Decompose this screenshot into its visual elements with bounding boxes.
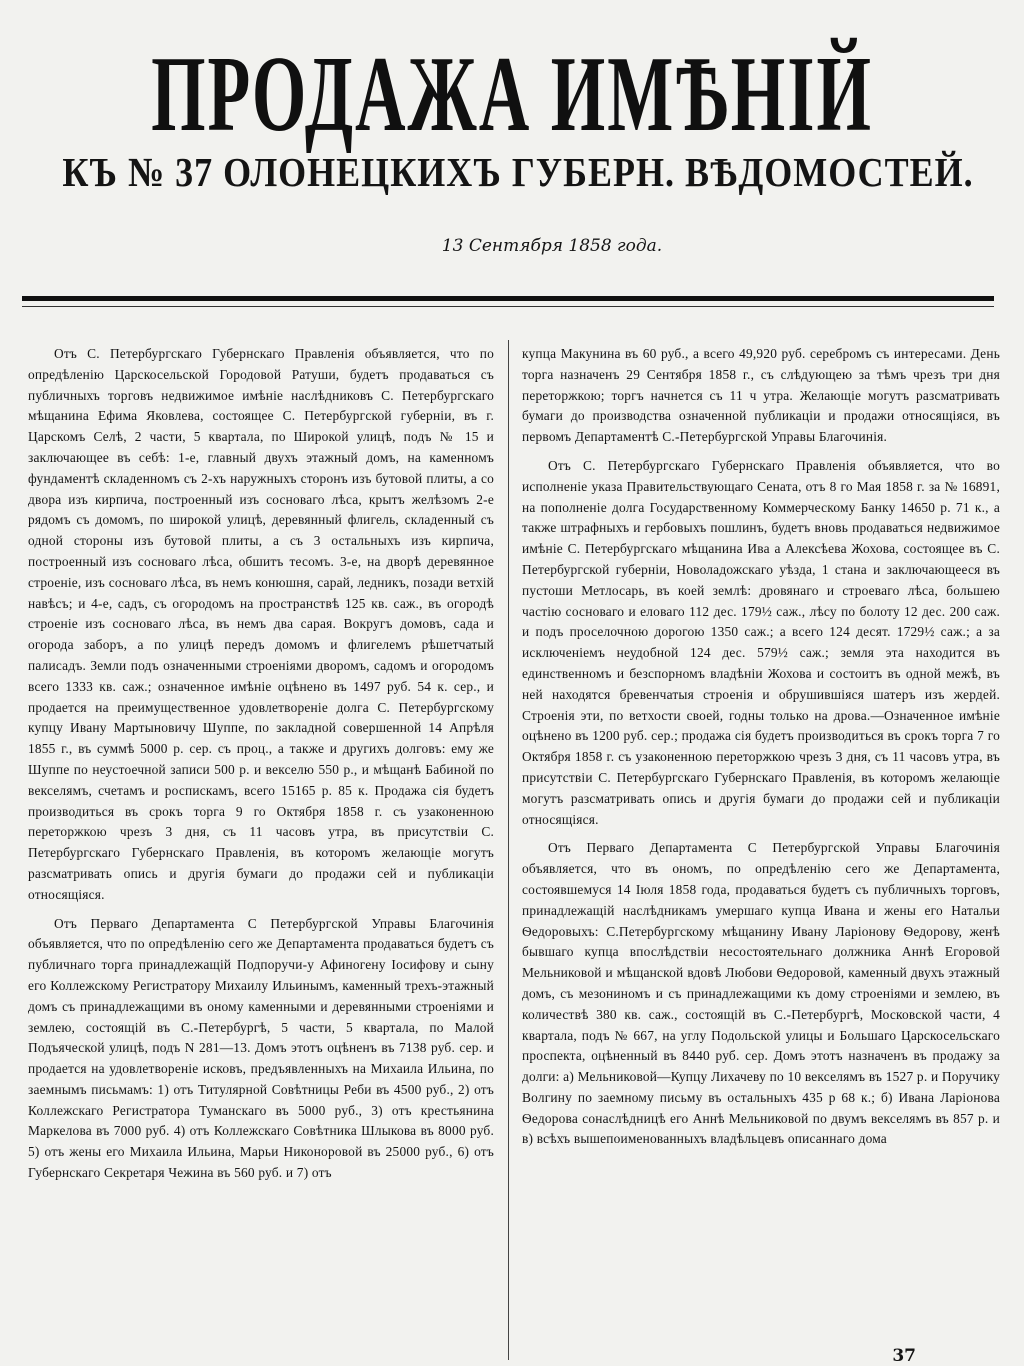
announcement-paragraph: Отъ Перваго Департамента С Петербургской Управы Благочинія объявляется, что въ ономъ, по опредѣленію сего же Департамента, состоявшемуся 14 Іюля 1858 года, продаваться будетъ съ публичныхъ торговъ, принадлежащій наслѣдникамъ умершаго купца Ивана и жены его Натальи Ѳедоровыхъ: С.Петербургскому мѣщанину Ивану Ларіонову Ѳедорову, женѣ бывшаго купца впослѣдствіи несостоятельнаго должника Аннѣ Егоровой Мельниковой и мѣщанской вдовѣ Любови Ѳедоровой, каменный двухъ этажный домъ, съ мезониномъ и съ принадлежащими къ дому строеніями и землею, въ количествѣ 380 кв. саж., состоящій въ С.-Петербургѣ, Московской части, 4 квартала, подъ № 667, на углу Подольской улицы и Большаго Царскосельскаго проспекта, оцѣненный въ 8440 руб. сер. Домъ этотъ назначенъ въ продажу за долги: а) Мельниковой—Купцу Лихачеву по 10 векселямъ въ 1527 р. и Поручику Волгину по заемному письму въ остальныхъ 435 р 68 к.; б) Ивана Ларіонова Ѳедорова сонаслѣдницѣ его Аннѣ Мельниковой по двумъ векселямъ въ 857 р. и в) всѣхъ вышепоименованныхъ владѣльцевъ описаннаго дома	[522, 840, 1000, 1147]
announcement-paragraph: Отъ С. Петербургскаго Губернскаго Правленія объявляется, что во исполненіе указа Правительствующаго Сената, отъ 8 го Мая 1858 г. за № 16891, на пополненіе долга Государственному Коммерческому Банку 14650 р. 71 к., а также штрафныхъ и гербовыхъ пошлинъ, будетъ вновь продаваться недвижимое имѣніе С. Петербургскаго мѣщанина Ива а Алексѣева Жохова, состоящее въ С. Петербургской губерніи, Новоладожскаго уѣзда, 1 стана и заключающееся въ пустоши Метлосарь, въ коей землѣ: дровянаго и строеваго лѣса, большею частію сосноваго и еловаго 112 дес. 179½ саж., лѣсу по болоту 12 дес. 200 саж. и подъ проселочною дорогою 1350 саж.; а всего 124 десят. 1729½ саж.; а за исключеніемъ неудобной 124 дес. 579½ саж.; земля эта находится въ единственномъ и безспорномъ владѣніи Жохова и состоитъ въ одной межѣ, въ ней находятся бревенчатыя строенія и обрушившіяся шатеръ изъ жердей. Строенія эти, по ветхости своей, годны только на дрова.—Означенное имѣніе оцѣнено въ 1200 руб. сер.; продажа сія будетъ производиться въ срокъ торга 7 го Октября 1858 г. съ узаконенною переторжкою чрезъ 3 дня, съ 11 часовъ утра, въ присутствіи С. Петербургскаго Губернскаго Правленія, въ которомъ желающіе могутъ разсматривать опись и другія бумаги до продажи сей и публикаціи относящіяся.	[522, 457, 1000, 827]
left-column	[28, 344, 494, 1192]
column-divider	[508, 340, 509, 1360]
issue-date: 13 Сентября 1858 года.	[441, 236, 663, 256]
page-subtitle: КЪ № 37 ОЛОНЕЦКИХЪ ГУБЕРН. ВѢДОМОСТЕЙ.	[62, 149, 974, 196]
page-title: ПРОДАЖА ИМѢНІЙ	[151, 35, 873, 155]
right-column	[522, 344, 1000, 1158]
announcement-paragraph-continued: купца Макунина въ 60 руб., а всего 49,920 руб. серебромъ съ интересами. День торга назначенъ 29 Сентября 1858 г., съ слѣдующею за тѣмъ чрезъ три дня переторжкою; торгъ начнется съ 11 ч утра. Желающіе могутъ разсматривать бумаги до производства означенной публикаціи и продажи относящіяся, въ первомъ Департаментѣ С.-Петербургской Управы Благочинія.	[522, 346, 1000, 445]
header-rule-thin	[22, 306, 994, 307]
page-number: 37	[892, 1346, 916, 1366]
announcement-paragraph: Отъ Перваго Департамента С Петербургской Управы Благочинія объявляется, что по опредѣленію сего же Департамента продаваться будетъ съ публичнаго торга принадлежащій Подпоручи-у Афиногену Іосифову и сыну его Коллежскому Регистратору Михаилу Ильинымъ, каменный трехъ-этажный домъ съ принадлежащими въ оному каменными и деревянными строеніями и землею, состоящій въ С.-Петербургѣ, 5 части, 5 квартала, по Малой Подъяческой улицѣ, подъ N 281—13. Домъ этотъ оцѣненъ въ 7138 руб. сер. и продается на удовлетвореніе исковъ, предъявленныхъ на Михаила Ильина, по заемнымъ письмамъ: 1) отъ Титулярной Совѣтницы Реби въ 4500 руб., 2) отъ Коллежскаго Регистратора Туманскаго въ 5000 руб., 3) отъ крестьянина Маркелова въ 7000 руб. 4) отъ Коллежскаго Совѣтника Шлыкова въ 8000 руб. 5) отъ жены его Михаила Ильина, Марьи Никоноровой въ 25000 руб., 6) отъ Губернскаго Секретаря Чежина въ 560 руб. и 7) отъ	[28, 915, 494, 1181]
announcement-paragraph: Отъ С. Петербургскаго Губернскаго Правленія объявляется, что по опредѣленію Царскосельской Городовой Ратуши, будетъ продаваться съ публичныхъ торговъ недвижимое имѣніе наслѣдниковъ С. Петербургскаго мѣщанина Ефима Яковлева, состоящее С. Петербургской губерніи, въ г. Царскомъ Селѣ, 2 части, 5 квартала, по Широкой улицѣ, подъ № 15 и заключающее въ себѣ: 1-е, главный двухъ этажный домъ, на каменномъ фундаментѣ складенномъ съ 2-хъ наружныхъ сторонъ изъ бутовой плиты, а со двора изъ кирпича, построенный изъ сосноваго лѣса, крытъ желѣзомъ 2-е рядомъ съ домомъ, по широкой улицѣ, деревянный флигель, складенный съ одной стороны изъ бутовой плиты, а съ 3 остальныхъ изъ кирпича, построенный изъ сосноваго лѣса, обшитъ тесомъ. 3-е, на дворѣ деревянное строеніе, изъ сосноваго лѣса, въ немъ конюшня, сарай, ледникъ, позади ветхій навѣсъ; и 4-е, садъ, съ огородомъ на пространствѣ 125 кв. саж., въ огородѣ строеніе изъ сосноваго лѣса, въ немъ два сарая. Вокругъ домовъ, сада и огорода заборъ, а по улицѣ передъ домомъ и флигелемъ рѣшетчатый палисадъ. Земли подъ означенными строеніями дворомъ, садомъ и огородомъ всего 1333 кв. саж.; означенное имѣніе оцѣнено въ 1497 руб. 54 к. сер., и продается на преимущественное удовлетвореніе долга С. Петербургскому купцу Ивану Мартыновичу Шуппе, по закладной совершенной 14 Апрѣля 1855 г., въ суммѣ 5000 р. сер. съ проц., а также и другихъ долговъ: ему же Шуппе по неустоечной записи 500 р. и векселю 550 р., и мѣщанѣ Бабиной по векселямъ, счетамъ и роспискамъ, всего 15165 р. 85 к. Продажа сія будетъ производиться въ срокъ торга 9 го Октября 1858 г. съ узаконенною переторжкою чрезъ 3 дня, съ 11 часовъ утра, въ присутствіи С. Петербургскаго Губернскаго Правленія, въ которомъ желающіе могутъ разсматривать опись и другія бумаги до продажи сей и публикаціи относящіяся.	[28, 346, 494, 902]
header-rule-thick	[22, 296, 994, 301]
